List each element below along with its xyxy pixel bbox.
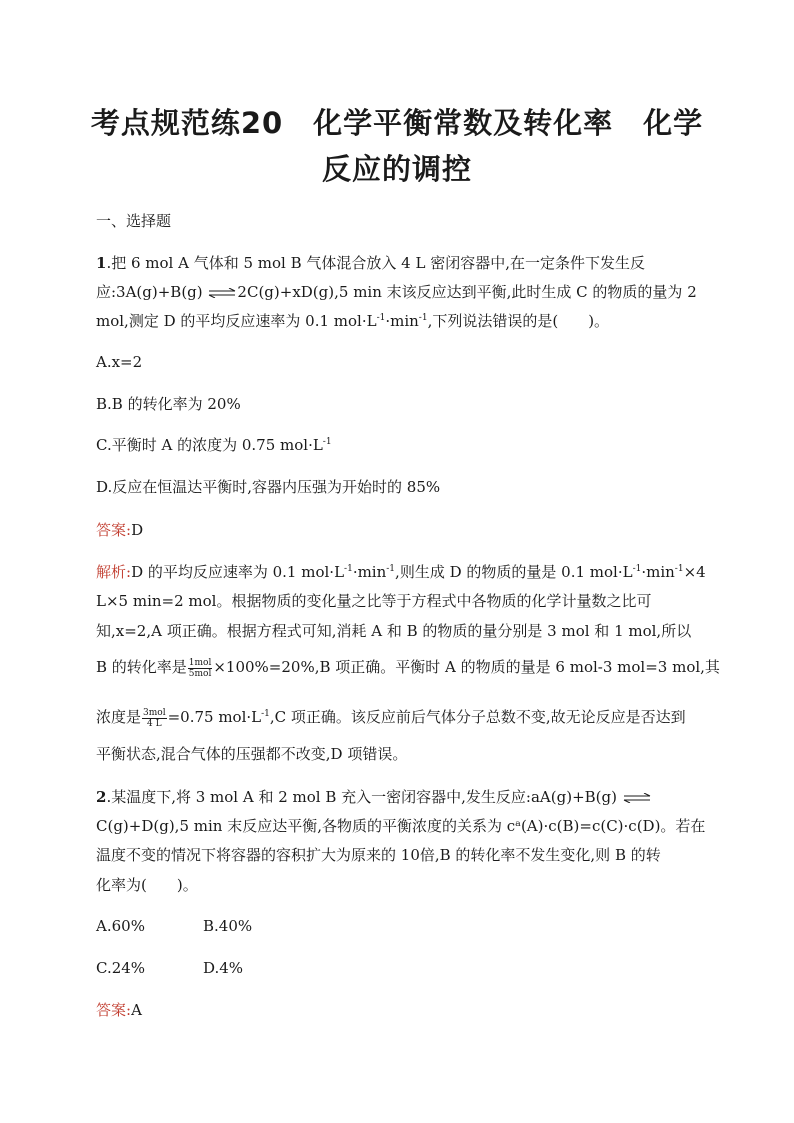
q2-option-b: B.40% [203,917,253,935]
explanation-label: 解析: [96,563,132,581]
q2-answer: 答案:A [96,1001,142,1019]
fraction-1mol-5mol: $\frac{\text{1mol}}{\text{5mol}}$ [188,657,212,679]
q2-line2: C(g)+D(g),5 min 末反应达平衡,各物质的平衡浓度的关系为 cᵃ(A)·c(B)=c(C)·c(D)。若在 [96,817,706,835]
q1-line2: 应:3A(g)+B(g) 2C(g)+xD(g),5 min 末该反应达到平衡,此时生成 C 的物质的量为 2 [96,283,697,301]
q1-option-a: A.x=2 [96,353,143,371]
equilibrium-arrow-icon [207,288,237,298]
q1-explanation-line2: L×5 min=2 mol。根据物质的变化量之比等于方程式中各物质的化学计量数之比可 [96,592,652,610]
q2-line1: 2.某温度下,将 3 mol A 和 2 mol B 充入一密闭容器中,发生反应:aA(g)+B(g) [96,786,652,808]
q2-line4: 化率为( )。 [96,876,198,894]
q1-explanation-line4: B 的转化率是 $\frac{\text{1mol}}{\text{5mol}}$ ×100%=20%,B 项正确。平衡时 A 的物质的量是 6 mol-3 mol=3 mol,其 [96,657,720,679]
page-title-line1: 考点规范练20 化学平衡常数及转化率 化学 [90,106,704,140]
q2-line3: 温度不变的情况下将容器的容积扩大为原来的 10倍,B 的转化率不发生变化,则 B 的转 [96,846,661,864]
q1-answer: 答案:D [96,521,144,539]
equilibrium-arrow-icon [622,793,652,803]
section-heading: 一、选择题 [96,212,172,230]
q1-explanation-line1: 解析:D 的平均反应速率为 0.1 $mol\cdot L^{-1}\cdot\min^{-1}$,则生成 D 的物质的量是 0.1 $mol\cdot L^{-1}\cdot\min^{-1}\times 4$ [96,563,706,581]
q1-number: 1 [96,254,107,272]
q2-option-d: D.4% [203,959,244,977]
q1-option-d: D.反应在恒温达平衡时,容器内压强为开始时的 85% [96,478,441,496]
q1-option-b: B.B 的转化率为 20% [96,395,241,413]
q1-explanation-line6: 平衡状态,混合气体的压强都不改变,D 项错误。 [96,745,408,763]
q1-line3: mol,测定 D 的平均反应速率为 0.1 $mol\cdot L^{-1}\cdot\min^{-1}$,下列说法错误的是( )。 [96,312,610,330]
page-title-line2: 反应的调控 [321,152,472,186]
answer-label: 答案: [96,521,132,539]
fraction-3mol-4L: $\frac{\text{3mol}}{4 L}$ [143,707,166,729]
q1-explanation-line3: 知,x=2,A 项正确。根据方程式可知,消耗 A 和 B 的物质的量分别是 3 mol 和 1 mol,所以 [96,622,692,640]
answer-label: 答案: [96,1001,132,1019]
q1-explanation-line5: 浓度是 $\frac{\text{3mol}}{4 L}$ =0.75 $mol\cdot L^{-1},C$ 项正确。该反应前后气体分子总数不变,故无论反应是否达到 [96,707,686,729]
q2-option-c: C.24% [96,959,146,977]
q2-number: 2 [96,788,107,806]
q1-option-c: C.平衡时 A 的浓度为 0.75 $mol\cdot L^{-1}$ [96,436,332,454]
q2-option-a: A.60% [96,917,145,935]
q1-line1: 1.把 6 mol A 气体和 5 mol B 气体混合放入 4 L 密闭容器中,在一定条件下发生反 [96,254,645,272]
